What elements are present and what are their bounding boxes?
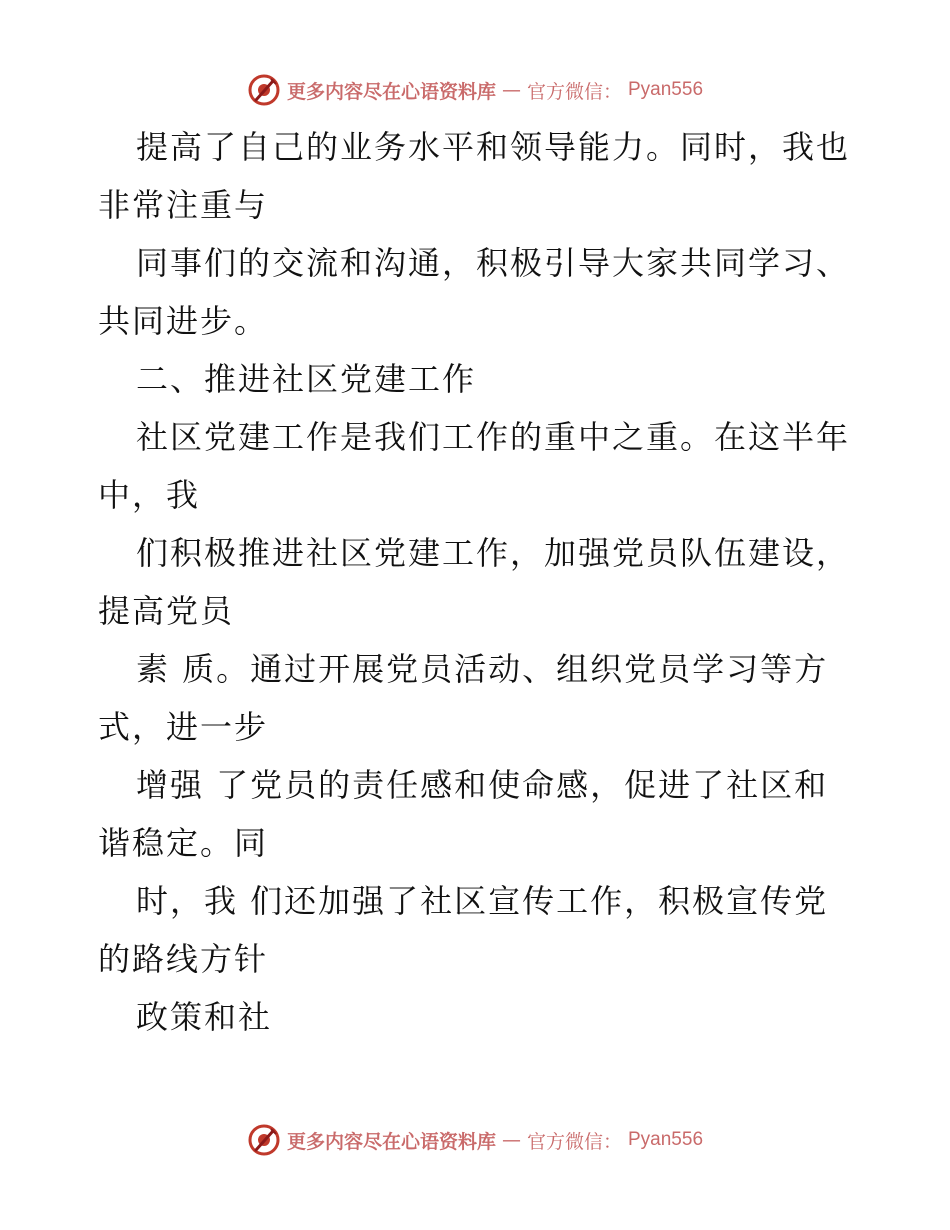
watermark-wechat-label: 官方微信： bbox=[526, 1130, 622, 1153]
text-line: 谐稳定。同 bbox=[98, 824, 269, 862]
watermark-footer bbox=[0, 1120, 950, 1160]
text-line: 社区党建工作是我们工作的重中之重。在这半年 bbox=[136, 418, 851, 456]
text-line: 式，进一步 bbox=[98, 708, 269, 746]
text-line: 中，我 bbox=[98, 476, 201, 514]
watermark-text: 更多内容尽在心语资料库 bbox=[286, 1130, 496, 1153]
text-line: 政策和社 bbox=[136, 998, 273, 1036]
text-line: 的路线方针 bbox=[98, 940, 269, 978]
watermark-separator: — bbox=[501, 1129, 521, 1151]
section-heading: 二、推进社区党建工作 bbox=[136, 360, 477, 398]
watermark-separator: — bbox=[501, 79, 521, 101]
text-line: 提高了自己的业务水平和领导能力。同时，我也 bbox=[136, 128, 851, 166]
text-line: 增强 了党员的责任感和使命感，促进了社区和 bbox=[136, 766, 829, 804]
text-line: 们积极推进社区党建工作，加强党员队伍建设， bbox=[136, 534, 851, 572]
text-line: 时，我 们还加强了社区宣传工作，积极宣传党 bbox=[136, 882, 829, 920]
watermark-wechat-label: 官方微信： bbox=[526, 80, 622, 103]
text-line: 非常注重与 bbox=[98, 186, 269, 224]
text-line: 提高党员 bbox=[98, 592, 235, 630]
document-body bbox=[98, 118, 858, 1046]
pen-logo-icon bbox=[247, 73, 281, 107]
watermark-header bbox=[0, 70, 950, 110]
pen-logo-icon bbox=[247, 1123, 281, 1157]
text-line: 共同进步。 bbox=[98, 302, 269, 340]
text-line: 素 质。通过开展党员活动、组织党员学习等方 bbox=[136, 650, 829, 688]
text-line: 同事们的交流和沟通，积极引导大家共同学习、 bbox=[136, 244, 851, 282]
watermark-wechat-id: Pyan556 bbox=[628, 79, 704, 100]
watermark-wechat-id: Pyan556 bbox=[628, 1129, 704, 1150]
watermark-text: 更多内容尽在心语资料库 bbox=[286, 80, 496, 103]
